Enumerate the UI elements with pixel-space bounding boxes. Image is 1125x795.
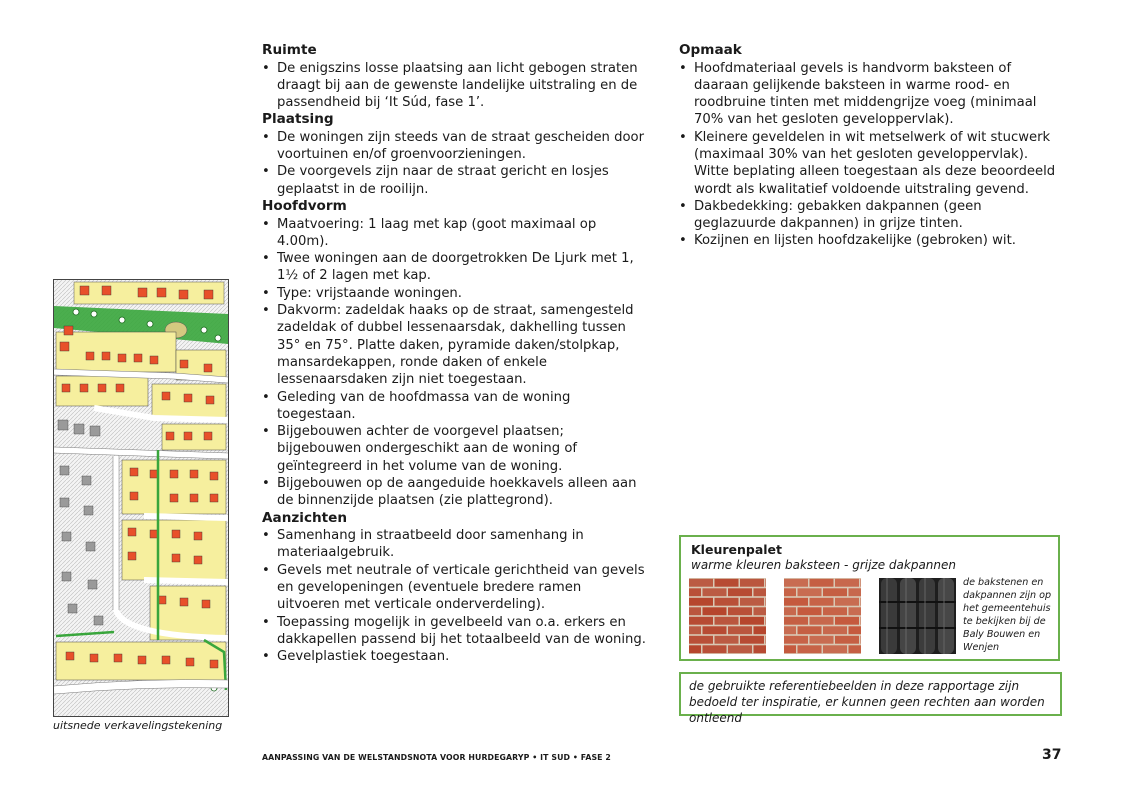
section-plaatsing bbox=[262, 111, 647, 198]
list-item: • De woningen zijn steeds van de straat gescheiden door voortuinen en/of groenvoorzieningen. bbox=[262, 129, 647, 164]
map-caption: uitsnede verkavelingstekening bbox=[53, 719, 223, 732]
section-heading: Aanzichten bbox=[262, 509, 348, 526]
brick bbox=[703, 588, 727, 596]
brick bbox=[784, 607, 796, 615]
top-houses bbox=[74, 282, 224, 304]
list-item: • Kleinere geveldelen in wit metselwerk of wit stucwerk (maximaal 30% van het gesloten geveloppervlak). Witte beplating alleen toegestaan als deze beoordeeld wordt als kwalitatief voldoende uitstraling gevend. bbox=[679, 129, 1064, 198]
brick bbox=[823, 626, 847, 634]
list-item: • Maatvoering: 1 laag met kap (goot maximaal op 4.00m). bbox=[262, 216, 647, 251]
brick bbox=[849, 588, 862, 596]
left-text-column bbox=[262, 42, 647, 666]
brick bbox=[740, 617, 764, 625]
brick bbox=[766, 617, 767, 625]
section-heading: Opmaak bbox=[679, 42, 742, 58]
right-text-column bbox=[679, 42, 1064, 250]
footer-title: AANPASSING VAN DE WELSTANDSNOTA VOOR HURDEGARYP • IT SUD • FASE 2 bbox=[262, 753, 611, 762]
brick bbox=[823, 645, 847, 653]
list-item: • De enigszins losse plaatsing aan licht gebogen straten draagt bij aan de gewenste landelijke uitstraling en de passendheid bij ‘It Súd, fase 1’. bbox=[262, 60, 647, 112]
section-aanzichten bbox=[262, 510, 647, 666]
brick bbox=[861, 617, 862, 625]
brick bbox=[689, 636, 713, 644]
section-heading: Plaatsing bbox=[262, 111, 334, 128]
site-plan-drawing bbox=[54, 280, 228, 716]
brick bbox=[728, 645, 752, 653]
list-item: • Hoofdmateriaal gevels is handvorm baksteen of daaraan gelijkende baksteen in warme rood- en roodbruine tinten met middengrijze voeg (minimaal 70% van het gesloten geveloppervlak). bbox=[679, 60, 1064, 129]
brick bbox=[689, 598, 713, 606]
brick bbox=[784, 588, 796, 596]
brick bbox=[715, 617, 739, 625]
list-item: • Dakvorm: zadeldak haaks op de straat, samengesteld zadeldak of dubbel lessenaarsdak, dakhelling tussen 35° en 75°. Platte daken, pyramide daken/stolpkap, mansardekappen, ronde daken of enkele lessenaarsdaken zijn niet toegestaan. bbox=[262, 302, 647, 388]
brick bbox=[810, 636, 834, 644]
brick bbox=[849, 645, 862, 653]
bullet-list bbox=[262, 60, 647, 112]
brick bbox=[766, 636, 767, 644]
brick bbox=[784, 598, 808, 606]
brick bbox=[728, 626, 752, 634]
brick bbox=[798, 588, 822, 596]
brick bbox=[810, 617, 834, 625]
bullet-list bbox=[262, 129, 647, 198]
page-number: 37 bbox=[1042, 747, 1062, 763]
list-item: • Gevelplastiek toegestaan. bbox=[262, 648, 647, 665]
list-item: • Twee woningen aan de doorgetrokken De Ljurk met 1, 1½ of 2 lagen met kap. bbox=[262, 250, 647, 285]
brick bbox=[689, 617, 713, 625]
bullet-list bbox=[262, 527, 647, 665]
brick bbox=[861, 598, 862, 606]
palette-title: Kleurenpalet bbox=[691, 542, 783, 557]
brick bbox=[798, 626, 822, 634]
list-item: • Dakbedekking: gebakken dakpannen (geen geglazuurde dakpannen) in grijze tinten. bbox=[679, 198, 1064, 233]
palette-subtitle: warme kleuren baksteen - grijze dakpannen bbox=[691, 558, 957, 572]
brick bbox=[810, 598, 834, 606]
brick bbox=[754, 588, 767, 596]
brick bbox=[798, 607, 822, 615]
list-item: • Gevels met neutrale of verticale gerichtheid van gevels en gevelopeningen (eventuele bredere ramen uitvoeren met verticale onderverdeling). bbox=[262, 562, 647, 614]
brick bbox=[810, 579, 834, 587]
section-hoofdvorm bbox=[262, 198, 647, 510]
list-item: • De voorgevels zijn naar de straat gericht en losjes geplaatst in de rooilijn. bbox=[262, 163, 647, 198]
brick bbox=[784, 636, 808, 644]
brick bbox=[715, 636, 739, 644]
brick bbox=[835, 598, 859, 606]
brick bbox=[823, 588, 847, 596]
reference-note-text: de gebruikte referentiebeelden in deze rapportage zijn bedoeld ter inspiratie, er kunnen geen rechten aan worden ontleend bbox=[689, 679, 1045, 725]
list-item: • Kozijnen en lijsten hoofdzakelijke (gebroken) wit. bbox=[679, 232, 1064, 249]
brick bbox=[703, 626, 727, 634]
brick bbox=[754, 626, 767, 634]
brick bbox=[754, 607, 767, 615]
brick bbox=[823, 607, 847, 615]
section-heading: Hoofdvorm bbox=[262, 198, 347, 215]
brick bbox=[861, 636, 862, 644]
brick bbox=[784, 617, 808, 625]
brick bbox=[861, 579, 862, 587]
brick-swatch-2 bbox=[784, 578, 861, 654]
brick bbox=[689, 645, 701, 653]
site-plan-map bbox=[53, 279, 229, 717]
section-ruimte bbox=[262, 42, 647, 111]
list-item: • Geleding van de hoofdmassa van de woning toegestaan. bbox=[262, 389, 647, 424]
bullet-list bbox=[679, 60, 1064, 250]
brick bbox=[689, 626, 701, 634]
brick bbox=[766, 579, 767, 587]
list-item: • Bijgebouwen achter de voorgevel plaatsen; bijgebouwen ondergeschikt aan de woning of geïntegreerd in het volume van de woning. bbox=[262, 423, 647, 475]
brick bbox=[835, 617, 859, 625]
list-item: • Toepassing mogelijk in gevelbeeld van o.a. erkers en dakkapellen passend bij het totaalbeeld van de woning. bbox=[262, 614, 647, 649]
brick-swatch-1 bbox=[689, 578, 766, 654]
palette-note: de bakstenen en dakpannen zijn op het gemeentehuis te bekijken bij de Baly Bouwen en Wenjen bbox=[963, 577, 1052, 653]
brick bbox=[784, 645, 796, 653]
brick bbox=[689, 607, 701, 615]
brick bbox=[703, 645, 727, 653]
brick bbox=[740, 579, 764, 587]
brick bbox=[689, 579, 713, 587]
brick bbox=[728, 588, 752, 596]
brick bbox=[798, 645, 822, 653]
color-palette-box bbox=[679, 535, 1060, 661]
section-heading: Ruimte bbox=[262, 42, 317, 58]
brick bbox=[715, 598, 739, 606]
brick bbox=[835, 636, 859, 644]
brick bbox=[740, 636, 764, 644]
reference-note-box bbox=[679, 672, 1062, 725]
brick bbox=[835, 579, 859, 587]
brick bbox=[740, 598, 764, 606]
brick bbox=[784, 579, 808, 587]
brick bbox=[715, 579, 739, 587]
list-item: • Samenhang in straatbeeld door samenhang in materiaalgebruik. bbox=[262, 527, 647, 562]
list-item: • Type: vrijstaande woningen. bbox=[262, 285, 647, 302]
brick bbox=[689, 588, 701, 596]
list-item: • Bijgebouwen op de aangeduide hoekkavels alleen aan de binnenzijde plaatsen (zie plattegrond). bbox=[262, 475, 647, 510]
brick bbox=[766, 598, 767, 606]
brick bbox=[849, 607, 862, 615]
brick bbox=[849, 626, 862, 634]
brick bbox=[728, 607, 752, 615]
roof-tile-swatch bbox=[879, 578, 956, 654]
bullet-list bbox=[262, 216, 647, 510]
brick bbox=[754, 645, 767, 653]
brick bbox=[784, 626, 796, 634]
brick bbox=[703, 607, 727, 615]
